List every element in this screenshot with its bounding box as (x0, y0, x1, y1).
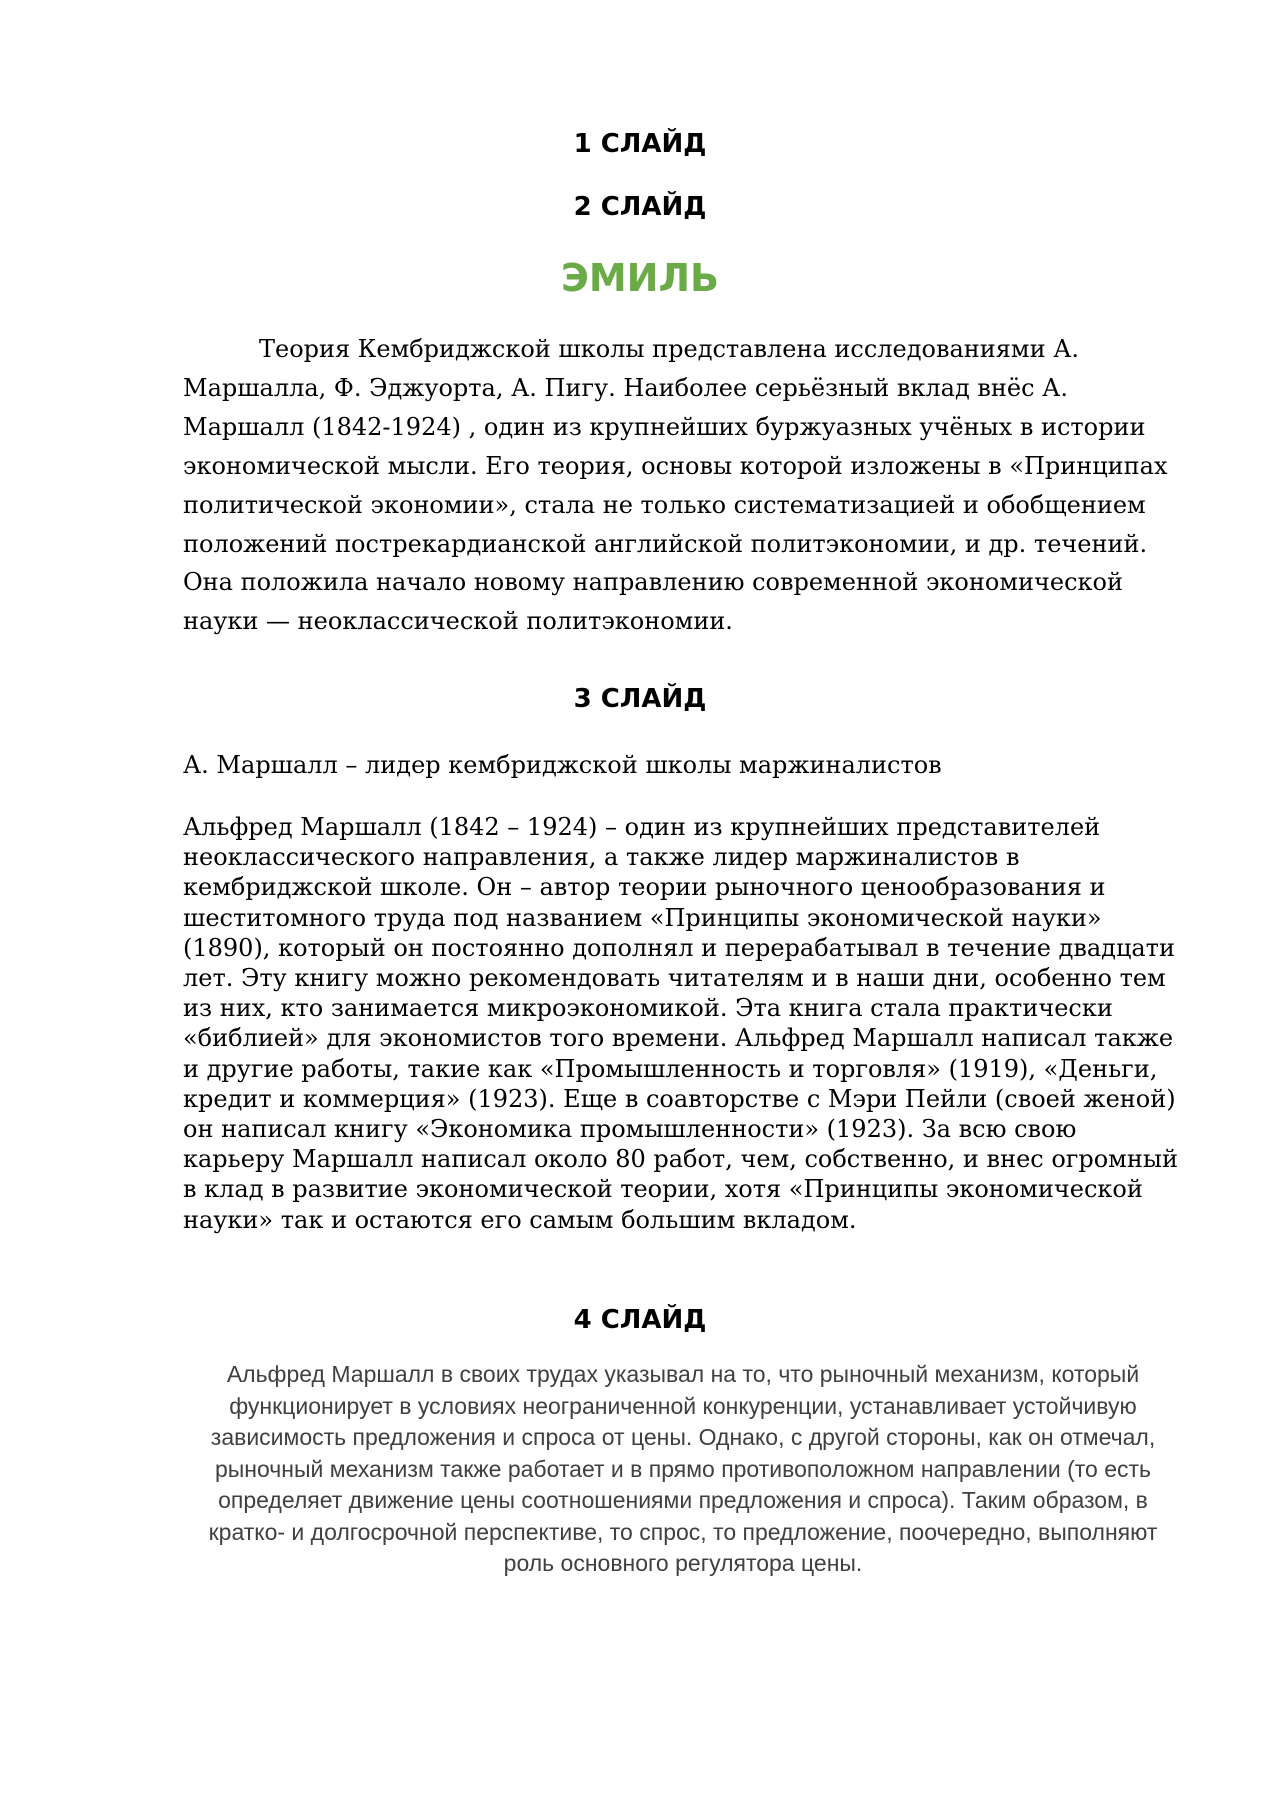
cambridge-school-intro-paragraph: Теория Кембриджской школы представлена исследованиями А. Маршалла, Ф. Эджуорта, А. Пигу. Наиболее серьёзный вклад внёс А. Маршалл (1842-1924) , один из крупнейших буржуазных учёных в истории экономической мысли. Его теория, основы которой изложены в «Принципах политической экономии», стала не только систематизацией и обобщением положений пострекардианской английской политэкономии, и др. течений. Она положила начало новому направлению современной экономической науки — неоклассической политэкономии. (183, 335, 1168, 636)
slide-2-heading: 2 СЛАЙД (573, 192, 707, 222)
speaker-name-heading: ЭМИЛЬ (560, 256, 720, 300)
slide-4-heading: 4 СЛАЙД (573, 1305, 707, 1335)
slide-3-heading: 3 СЛАЙД (573, 684, 707, 714)
slide-1-heading: 1 СЛАЙД (573, 129, 707, 159)
marshall-biography-paragraph: Альфред Маршалл (1842 – 1924) – один из крупнейших представителей неоклассического направления, а также лидер маржиналистов в кембриджской школе. Он – автор теории рыночного ценообразования и шеститомного труда под названием «Принципы экономической науки» (1890), который он постоянно дополнял и перерабатывал в течение двадцати лет. Эту книгу можно рекомендовать читателям и в наши дни, особенно тем из них, кто занимается микроэкономикой. Эта книга стала практически «библией» для экономистов того времени. Альфред Маршалл написал также и другие работы, такие как «Промышленность и торговля» (1919), «Деньги, кредит и коммерция» (1923). Еще в соавторстве с Мэри Пейли (своей женой) он написал книгу «Экономика промышленности» (1923). За всю свою карьеру Маршалл написал около 80 работ, чем, собственно, и внес огромный в клад в развитие экономической теории, хотя «Принципы экономической науки» так и остаются его самым большим вкладом. (183, 813, 1178, 1234)
slide-3-subtitle: А. Маршалл – лидер кембриджской школы маржиналистов (183, 751, 942, 779)
market-mechanism-paragraph: Альфред Маршалл в своих трудах указывал на то, что рыночный механизм, который функционирует в условиях неограниченной конкуренции, устанавливает устойчивую зависимость предложения и спроса от цены. Однако, с другой стороны, как он отмечал, рыночный механизм также работает и в прямо противоположном направлении (то есть определяет движение цены соотношениями предложения и спроса). Таким образом, в кратко- и долгосрочной перспективе, то спрос, то предложение, поочередно, выполняют роль основного регулятора цены. (208, 1361, 1158, 1576)
